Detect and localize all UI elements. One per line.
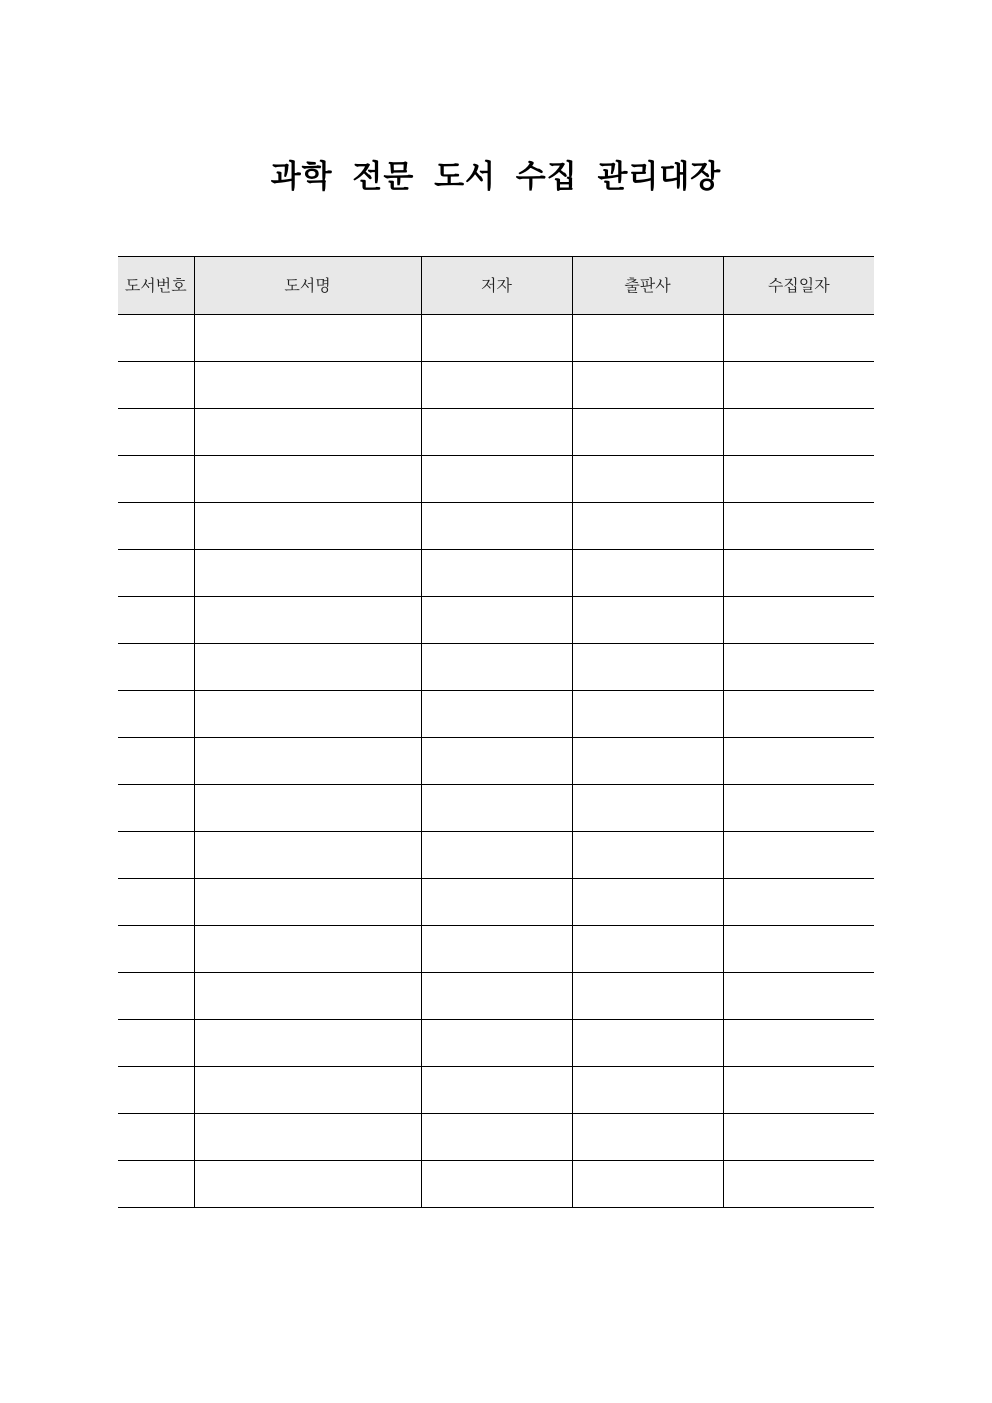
author-cell[interactable] — [421, 409, 572, 456]
collection-date-cell[interactable] — [723, 362, 874, 409]
table-row — [118, 1067, 874, 1114]
collection-date-cell[interactable] — [723, 1020, 874, 1067]
column-header-book-number: 도서번호 — [118, 257, 194, 315]
book-title-cell[interactable] — [194, 644, 421, 691]
table-row — [118, 691, 874, 738]
table-row — [118, 456, 874, 503]
column-header-book-title: 도서명 — [194, 257, 421, 315]
collection-date-cell[interactable] — [723, 832, 874, 879]
book-number-cell[interactable] — [118, 926, 194, 973]
author-cell[interactable] — [421, 973, 572, 1020]
book-number-cell[interactable] — [118, 456, 194, 503]
book-number-cell[interactable] — [118, 362, 194, 409]
table-body — [118, 315, 874, 1208]
author-cell[interactable] — [421, 456, 572, 503]
book-number-cell[interactable] — [118, 879, 194, 926]
book-title-cell[interactable] — [194, 926, 421, 973]
author-cell[interactable] — [421, 315, 572, 362]
book-number-cell[interactable] — [118, 550, 194, 597]
table-row — [118, 644, 874, 691]
author-cell[interactable] — [421, 503, 572, 550]
page-title: 과학 전문 도서 수집 관리대장 — [270, 158, 722, 195]
author-cell[interactable] — [421, 691, 572, 738]
publisher-cell[interactable] — [572, 879, 723, 926]
publisher-cell[interactable] — [572, 691, 723, 738]
publisher-cell[interactable] — [572, 785, 723, 832]
book-number-cell[interactable] — [118, 1114, 194, 1161]
book-number-cell[interactable] — [118, 832, 194, 879]
book-number-cell[interactable] — [118, 785, 194, 832]
author-cell[interactable] — [421, 644, 572, 691]
publisher-cell[interactable] — [572, 409, 723, 456]
table-row — [118, 1020, 874, 1067]
book-number-cell[interactable] — [118, 597, 194, 644]
publisher-cell[interactable] — [572, 1161, 723, 1208]
publisher-cell[interactable] — [572, 597, 723, 644]
book-collection-ledger-table — [118, 256, 874, 1208]
book-title-cell[interactable] — [194, 832, 421, 879]
book-number-cell[interactable] — [118, 973, 194, 1020]
collection-date-cell[interactable] — [723, 456, 874, 503]
publisher-cell[interactable] — [572, 456, 723, 503]
table-row — [118, 362, 874, 409]
collection-date-cell[interactable] — [723, 926, 874, 973]
book-title-cell[interactable] — [194, 315, 421, 362]
publisher-cell[interactable] — [572, 1020, 723, 1067]
publisher-cell[interactable] — [572, 832, 723, 879]
book-number-cell[interactable] — [118, 409, 194, 456]
collection-date-cell[interactable] — [723, 409, 874, 456]
publisher-cell[interactable] — [572, 503, 723, 550]
author-cell[interactable] — [421, 1161, 572, 1208]
book-title-cell[interactable] — [194, 1067, 421, 1114]
table-row — [118, 315, 874, 362]
table-row — [118, 832, 874, 879]
book-title-cell[interactable] — [194, 597, 421, 644]
author-cell[interactable] — [421, 738, 572, 785]
author-cell[interactable] — [421, 1020, 572, 1067]
author-cell[interactable] — [421, 785, 572, 832]
table-row — [118, 973, 874, 1020]
book-title-cell[interactable] — [194, 785, 421, 832]
author-cell[interactable] — [421, 597, 572, 644]
collection-date-cell[interactable] — [723, 785, 874, 832]
publisher-cell[interactable] — [572, 315, 723, 362]
book-number-cell[interactable] — [118, 644, 194, 691]
book-title-cell[interactable] — [194, 691, 421, 738]
header-row — [118, 257, 874, 315]
book-title-cell[interactable] — [194, 1114, 421, 1161]
publisher-cell[interactable] — [572, 362, 723, 409]
book-title-cell[interactable] — [194, 550, 421, 597]
book-title-cell[interactable] — [194, 362, 421, 409]
collection-date-cell[interactable] — [723, 503, 874, 550]
book-number-cell[interactable] — [118, 1067, 194, 1114]
book-title-cell[interactable] — [194, 1020, 421, 1067]
book-title-cell[interactable] — [194, 1161, 421, 1208]
author-cell[interactable] — [421, 879, 572, 926]
publisher-cell[interactable] — [572, 644, 723, 691]
table-row — [118, 785, 874, 832]
author-cell[interactable] — [421, 1114, 572, 1161]
book-title-cell[interactable] — [194, 409, 421, 456]
collection-date-cell[interactable] — [723, 597, 874, 644]
table-row — [118, 597, 874, 644]
table-row — [118, 926, 874, 973]
book-number-cell[interactable] — [118, 1020, 194, 1067]
table-header — [118, 257, 874, 315]
collection-date-cell[interactable] — [723, 1067, 874, 1114]
book-number-cell[interactable] — [118, 315, 194, 362]
author-cell[interactable] — [421, 362, 572, 409]
author-cell[interactable] — [421, 550, 572, 597]
table-row — [118, 738, 874, 785]
book-title-cell[interactable] — [194, 456, 421, 503]
book-number-cell[interactable] — [118, 1161, 194, 1208]
column-header-author: 저자 — [421, 257, 572, 315]
collection-date-cell[interactable] — [723, 644, 874, 691]
publisher-cell[interactable] — [572, 973, 723, 1020]
book-number-cell[interactable] — [118, 691, 194, 738]
collection-date-cell[interactable] — [723, 550, 874, 597]
publisher-cell[interactable] — [572, 926, 723, 973]
collection-date-cell[interactable] — [723, 973, 874, 1020]
book-title-cell[interactable] — [194, 738, 421, 785]
book-number-cell[interactable] — [118, 503, 194, 550]
author-cell[interactable] — [421, 926, 572, 973]
column-header-collection-date: 수집일자 — [723, 257, 874, 315]
collection-date-cell[interactable] — [723, 738, 874, 785]
table-row — [118, 409, 874, 456]
table-row — [118, 503, 874, 550]
book-number-cell[interactable] — [118, 738, 194, 785]
table-row — [118, 550, 874, 597]
publisher-cell[interactable] — [572, 738, 723, 785]
table-row — [118, 1114, 874, 1161]
table-row — [118, 1161, 874, 1208]
author-cell[interactable] — [421, 832, 572, 879]
author-cell[interactable] — [421, 1067, 572, 1114]
book-title-cell[interactable] — [194, 973, 421, 1020]
table-row — [118, 879, 874, 926]
publisher-cell[interactable] — [572, 1114, 723, 1161]
collection-date-cell[interactable] — [723, 1114, 874, 1161]
collection-date-cell[interactable] — [723, 315, 874, 362]
book-title-cell[interactable] — [194, 879, 421, 926]
publisher-cell[interactable] — [572, 550, 723, 597]
collection-date-cell[interactable] — [723, 1161, 874, 1208]
book-title-cell[interactable] — [194, 503, 421, 550]
collection-date-cell[interactable] — [723, 691, 874, 738]
collection-date-cell[interactable] — [723, 879, 874, 926]
column-header-publisher: 출판사 — [572, 257, 723, 315]
publisher-cell[interactable] — [572, 1067, 723, 1114]
